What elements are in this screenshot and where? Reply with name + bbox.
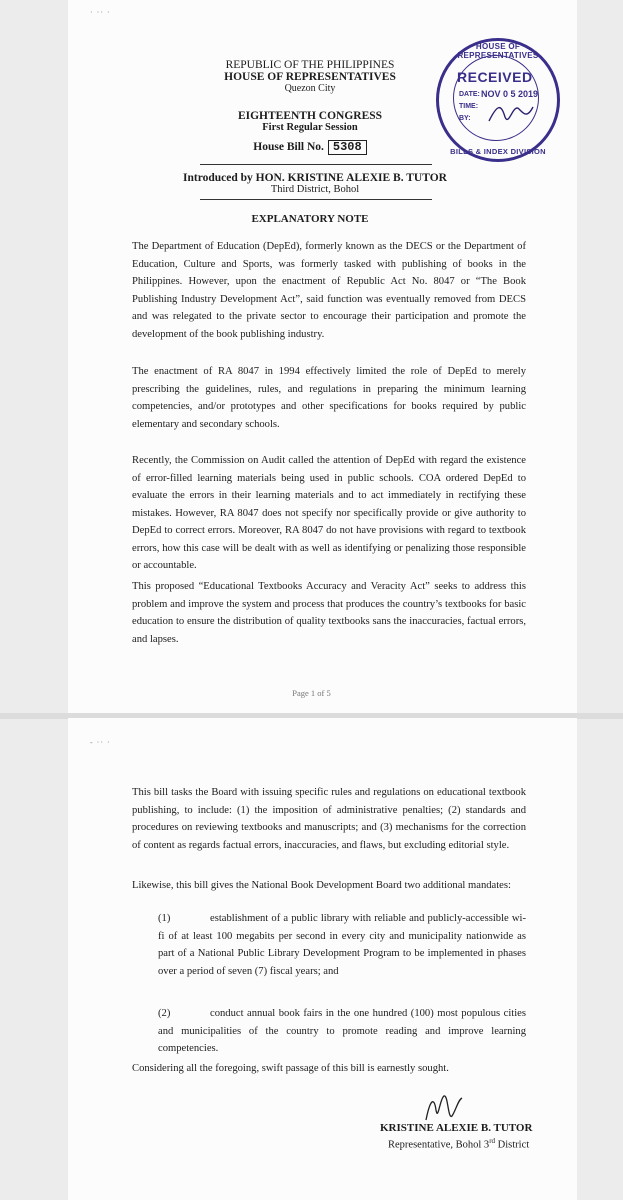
rule-bottom: [200, 199, 432, 200]
signatory-title-text: Representative, Bohol 3: [388, 1139, 490, 1151]
received-stamp: [436, 38, 560, 162]
header-republic: REPUBLIC OF THE PHILIPPINES: [225, 59, 395, 71]
header-congress: EIGHTEENTH CONGRESS: [237, 110, 383, 122]
header-session: First Regular Session: [262, 122, 358, 133]
scan-mark-2: - ·· ·: [90, 738, 111, 747]
stamp-initials-scribble: [487, 99, 537, 127]
bill-number: 5308: [328, 140, 367, 155]
closing-paragraph: Considering all the foregoing, swift passage of this bill is earnestly sought.: [132, 1063, 449, 1074]
bill-number-line: [200, 140, 420, 155]
right-margin: [577, 0, 623, 1200]
explanatory-note-title: EXPLANATORY NOTE: [251, 213, 369, 225]
stamp-date-label: DATE:: [459, 91, 480, 98]
introducer-line: Introduced by HON. KRISTINE ALEXIE B. TUTOR: [183, 172, 447, 184]
page2-paragraph-1: This bill tasks the Board with issuing specific rules and regulations on educational textbook publishing, to include: (1) the imposition of administrative penalties; (2) standards and procedures on reviewing textbooks and manuscripts; and (3) mechanisms for the correction of content as regards factual errors, inaccuracies, and flaws, but excluding editorial style.: [132, 787, 526, 851]
bill-label: House Bill No.: [253, 141, 324, 153]
left-margin: [0, 0, 68, 1200]
stamp-bottom-text: BILLS & INDEX DIVISION: [450, 147, 546, 156]
header-house: HOUSE OF REPRESENTATIVES: [224, 71, 396, 83]
signatory-name: KRISTINE ALEXIE B. TUTOR: [380, 1122, 533, 1134]
stamp-top-text: HOUSE OF REPRESENTATIVES: [457, 42, 539, 60]
item-number: (2): [158, 1008, 171, 1019]
header-city: Quezon City: [284, 83, 336, 94]
paragraph-2: The enactment of RA 8047 in 1994 effectively limited the role of DepEd to merely prescribing the guidelines, rules, and regulations in preparing the minimum learning competencies, and/or prototypes and other specifications for books required by public elementary and secondary schools.: [132, 366, 526, 430]
mandate-item-2: [158, 1005, 526, 1058]
page2-paragraph-2: Likewise, this bill gives the National Book Development Board two additional mandates:: [132, 880, 511, 891]
paragraph-1: The Department of Education (DepEd), formerly known as the DECS or the Department of Education, Culture and Sports, was formerly tasked with publishing of books in the Philippines. However, upon the enactment of Republic Act No. 8047 or “The Book Publishing Industry Development Act”, said function was eventually removed from DECS and was relegated to the private sector to encourage their participation and promote the development of the book publishing industry.: [132, 241, 526, 340]
stamp-date-value: NOV 0 5 2019: [481, 89, 539, 99]
item-text: establishment of a public library with reliable and publicly-accessible wi-fi of at least 100 megabits per second in every city and municipality nationwide as part of a National Public Library Development Program to be implemented in phases over a period of seven (7) fiscal years; and: [158, 913, 526, 977]
signatory-title-district: District: [495, 1139, 530, 1151]
stamp-received: RECEIVED: [457, 69, 533, 85]
rule-top: [200, 164, 432, 165]
paragraph-4: This proposed “Educational Textbooks Accuracy and Veracity Act” seeks to address this problem and improve the system and process that produces the country’s textbooks for basic education to ensure the distribution of quality textbooks sans the inaccuracies, factual errors, and lapses.: [132, 581, 526, 645]
mandate-item-1: [158, 910, 526, 980]
signatory-title-sup: rd: [489, 1137, 496, 1145]
signatory-title: [388, 1137, 529, 1151]
scan-mark: · ·· ·: [90, 8, 111, 17]
stamp-time-label: TIME:: [459, 103, 479, 110]
paragraph-3: Recently, the Commission on Audit called the attention of DepEd with regard the existence of error-filled learning materials being used in public schools. COA ordered DepEd to evaluate the errors in their learning materials and to act immediately in rectifying these mistakes. However, RA 8047 does not specify nor specifically provide or give authority to DepEd to correct errors. Moreover, RA 8047 do not have provisions with regard to textbook errors, how this case will be dealt with as well as identifying or penalizing those responsible or accountable.: [132, 455, 526, 571]
item-text: conduct annual book fairs in the one hundred (100) most populous cities and municipalities of the country to promote reading and improve learning competencies.: [158, 1008, 526, 1054]
page-footer: Page 1 of 5: [292, 688, 331, 698]
stamp-by-label: BY:: [459, 115, 471, 122]
introducer-district: Third District, Bohol: [270, 184, 360, 195]
item-number: (1): [158, 913, 171, 924]
